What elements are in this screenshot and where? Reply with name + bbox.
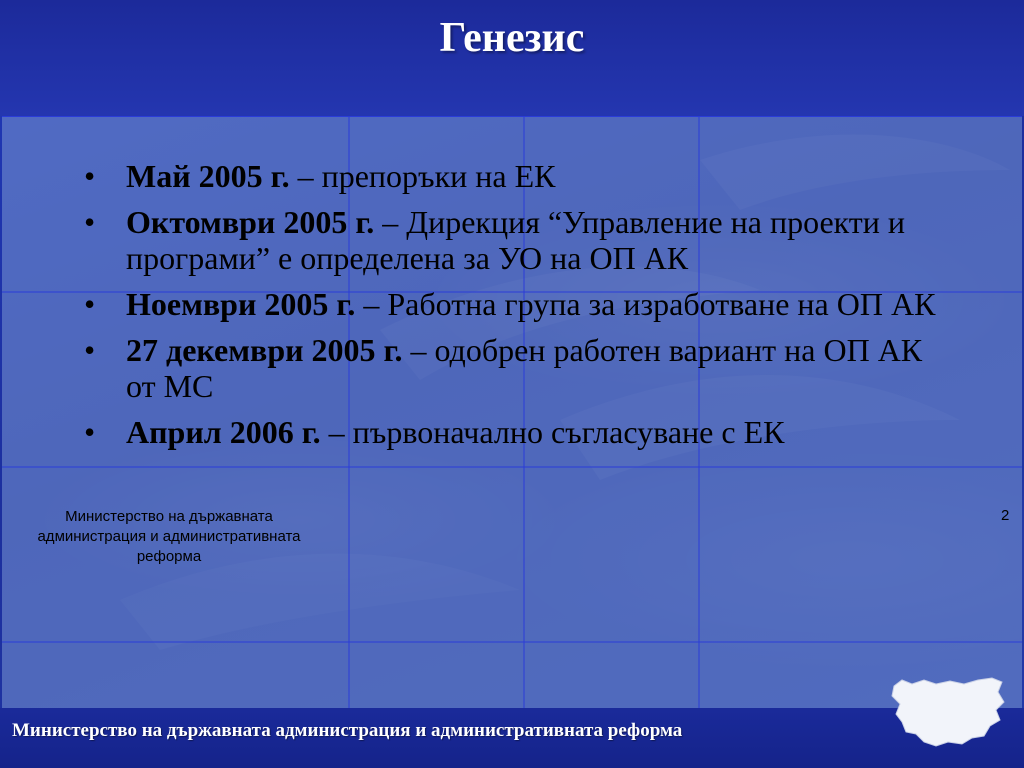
footer-organization-small: Министерство на държавната администрация и административната реформа — [37, 508, 301, 565]
bullet-item — [84, 286, 954, 322]
bullet-date: 27 декември 2005 г. — [126, 332, 403, 368]
bullet-item — [84, 332, 954, 404]
bullet-mark: • — [84, 332, 96, 368]
page-number: 2 — [1001, 507, 1010, 524]
bullet-text: – първоначално съгласуване с ЕК — [320, 414, 785, 450]
bullet-mark: • — [84, 286, 96, 322]
slide-title: Генезис — [439, 15, 585, 61]
bullet-text: – препоръки на ЕК — [289, 158, 556, 194]
bullet-text: – одобрен работен вариант на ОП АК от МС — [126, 332, 923, 404]
bullet-item — [84, 158, 954, 194]
bullet-date: Ноември 2005 г. — [126, 286, 356, 322]
bullet-text: – Дирекция “Управление на проекти и програми” е определена за УО на ОП АК — [126, 204, 906, 276]
bullet-mark: • — [84, 158, 96, 194]
footer-organization: Министерство на държавната администрация и административната реформа — [12, 720, 683, 741]
bullet-mark: • — [84, 204, 96, 240]
bullet-date: Май 2005 г. — [126, 158, 290, 194]
bullet-item — [84, 204, 954, 276]
bullet-mark: • — [84, 414, 96, 450]
bullet-item — [84, 414, 954, 450]
bullet-date: Април 2006 г. — [126, 414, 321, 450]
bulgaria-map-icon — [888, 672, 1008, 752]
bullet-date: Октомври 2005 г. — [126, 204, 375, 240]
bullet-text: – Работна група за изработване на ОП АК — [355, 286, 936, 322]
bullet-list — [84, 158, 954, 460]
